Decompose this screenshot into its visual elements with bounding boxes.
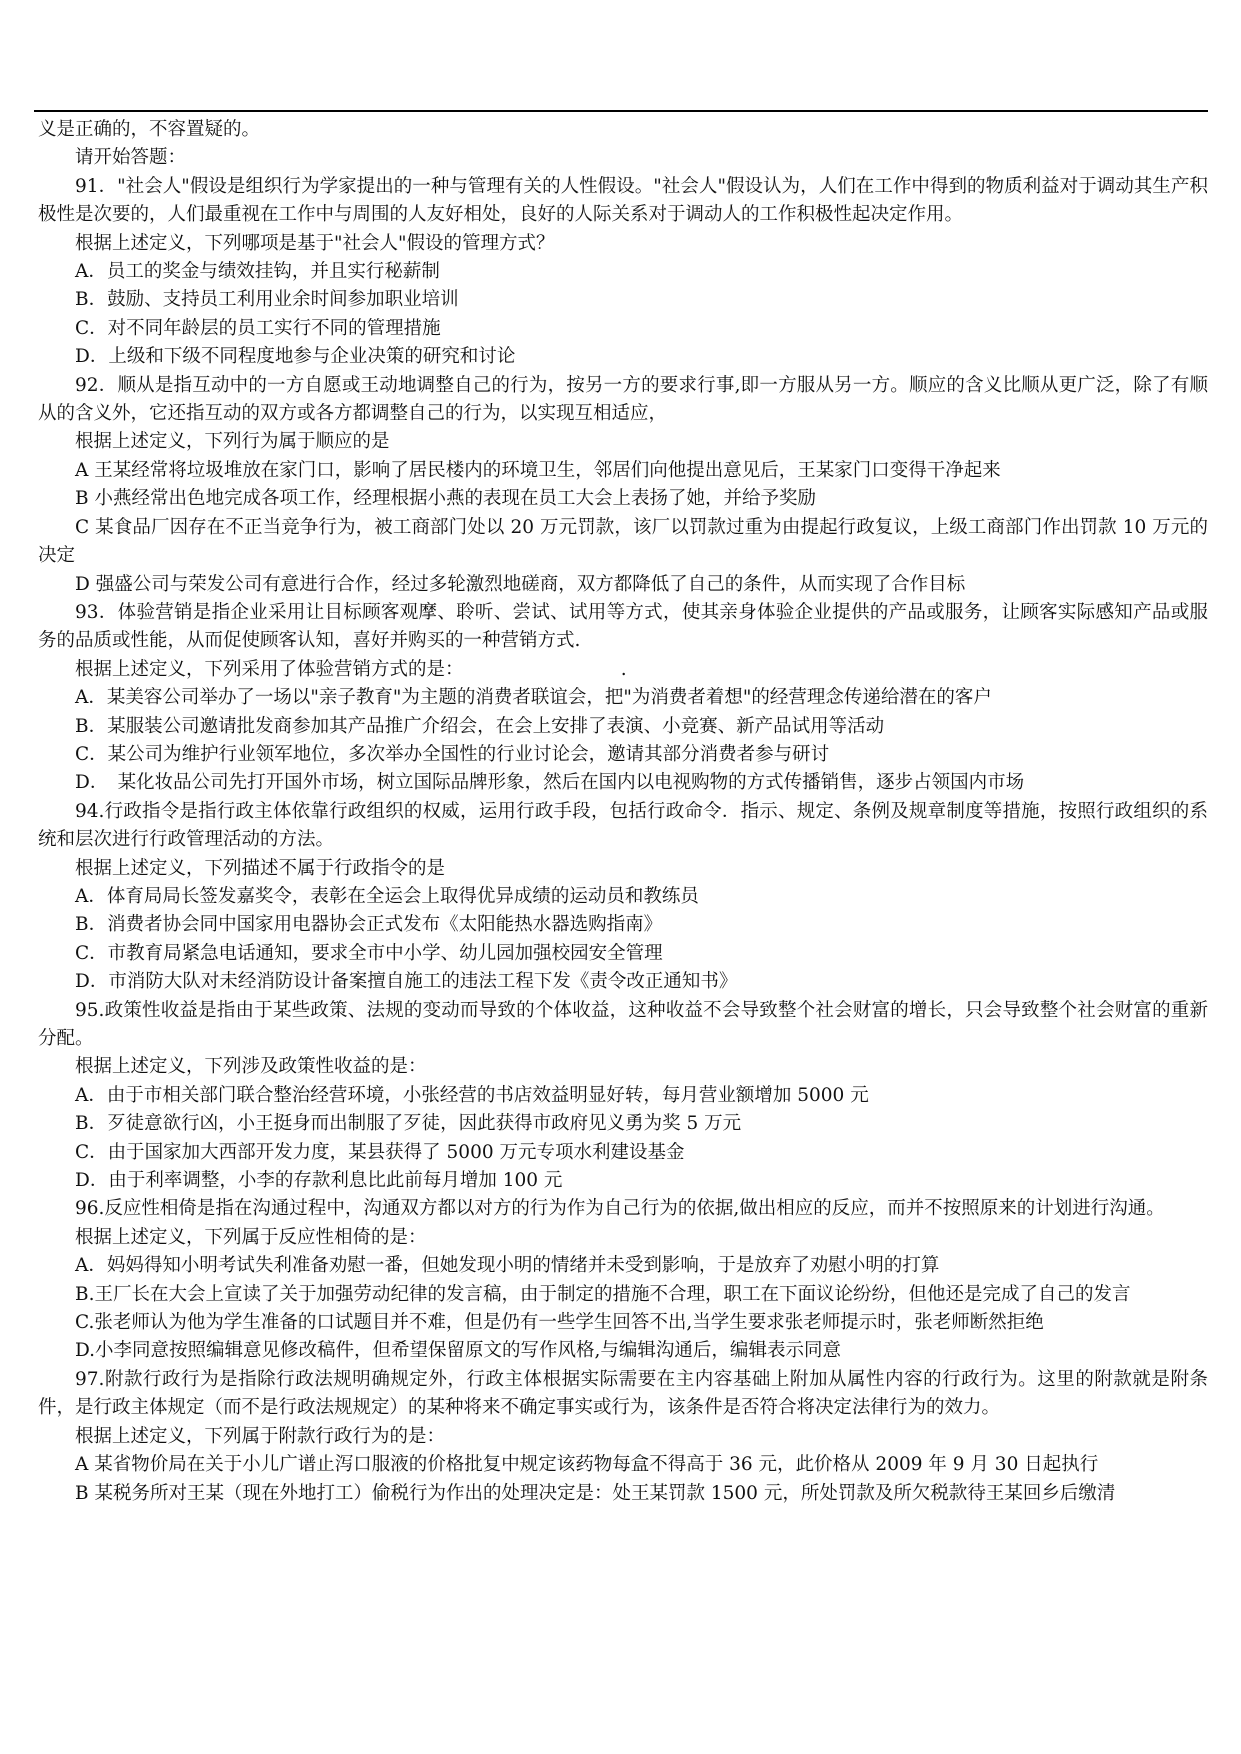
paragraph: C 某食品厂因存在不正当竞争行为，被工商部门处以 20 万元罚款，该厂以罚款过重为由提起行政复议，上级工商部门作出罚款 10 万元的决定 bbox=[38, 516, 1208, 567]
paragraph: A．由于市相关部门联合整治经营环境，小张经营的书店效益明显好转，每月营业额增加 5000 元 bbox=[75, 1084, 869, 1106]
paragraph: 根据上述定义，下列采用了体验营销方式的是： . bbox=[75, 658, 627, 680]
paragraph: C．由于国家加大西部开发力度，某县获得了 5000 万元专项水利建设基金 bbox=[75, 1141, 685, 1163]
paragraph: 根据上述定义，下列属于反应性相倚的是： bbox=[75, 1226, 427, 1248]
paragraph: B．某服装公司邀请批发商参加其产品推广介绍会，在会上安排了表演、小竞赛、新产品试用等活动 bbox=[75, 715, 885, 737]
paragraph: 92．顺从是指互动中的一方自愿或王动地调整自己的行为，按另一方的要求行事,即一方服从另一方。顺应的含义比顺从更广泛，除了有顺从的含义外，它还指互动的双方或各方都调整自己的行为，以实现互相适应， bbox=[38, 374, 1208, 425]
paragraph: A．体育局局长签发嘉奖令，表彰在全运会上取得优异成绩的运动员和教练员 bbox=[75, 885, 699, 907]
paragraph: A 某省物价局在关于小儿广谱止泻口服液的价格批复中规定该药物每盒不得高于 36 元，此价格从 2009 年 9 月 30 日起执行 bbox=[75, 1454, 1099, 1476]
paragraph: D． 某化妆品公司先打开国外市场，树立国际品牌形象，然后在国内以电视购物的方式传播销售，逐步占领国内市场 bbox=[75, 772, 1025, 794]
document-body bbox=[38, 116, 1208, 1508]
paragraph: B．歹徒意欲行凶，小王挺身而出制服了歹徒，因此获得市政府见义勇为奖 5 万元 bbox=[75, 1113, 742, 1135]
paragraph: 根据上述定义，下列行为属于顺应的是 bbox=[75, 431, 390, 453]
paragraph: A．妈妈得知小明考试失利准备劝慰一番，但她发现小明的情绪并未受到影响，于是放弃了劝慰小明的打算 bbox=[75, 1255, 940, 1277]
paragraph: 96.反应性相倚是指在沟通过程中，沟通双方都以对方的行为作为自己行为的依据,做出相应的反应，而并不按照原来的计划进行沟通。 bbox=[75, 1198, 1165, 1220]
paragraph: 请开始答题： bbox=[75, 147, 187, 169]
paragraph: C．某公司为维护行业领军地位，多次举办全国性的行业讨论会，邀请其部分消费者参与研讨 bbox=[75, 743, 830, 765]
paragraph: A．员工的奖金与绩效挂钩，并且实行秘薪制 bbox=[75, 261, 440, 283]
paragraph: C．市教育局紧急电话通知，要求全市中小学、幼儿园加强校园安全管理 bbox=[75, 942, 663, 964]
paragraph: 97.附款行政行为是指除行政法规明确规定外，行政主体根据实际需要在主内容基础上附加从属性内容的行政行为。这里的附款就是附条件，是行政主体规定（而不是行政法规规定）的某种将来不确定事实或行为，该条件是否符合将决定法律行为的效力。 bbox=[38, 1368, 1208, 1419]
paragraph: B.王厂长在大会上宣读了关于加强劳动纪律的发言稿，由于制定的措施不合理，职工在下面议论纷纷，但他还是完成了自己的发言 bbox=[75, 1283, 1131, 1305]
paragraph: 94.行政指令是指行政主体依靠行政组织的权威，运用行政手段，包括行政命令．指示、规定、条例及规章制度等措施，按照行政组织的系统和层次进行行政管理活动的方法。 bbox=[38, 800, 1208, 851]
paragraph: 根据上述定义，下列描述不属于行政指令的是 bbox=[75, 857, 446, 879]
paragraph: B 某税务所对王某（现在外地打工）偷税行为作出的处理决定是：处王某罚款 1500 元，所处罚款及所欠税款待王某回乡后缴清 bbox=[75, 1482, 1116, 1504]
paragraph: D．由于利率调整，小李的存款利息比此前每月增加 100 元 bbox=[75, 1170, 563, 1192]
paragraph: B 小燕经常出色地完成各项工作，经理根据小燕的表现在员工大会上表扬了她，并给予奖励 bbox=[75, 488, 816, 510]
paragraph: 根据上述定义，下列哪项是基于"社会人"假设的管理方式？ bbox=[75, 232, 555, 254]
paragraph: 91．"社会人"假设是组织行为学家提出的一种与管理有关的人性假设。"社会人"假设认为，人们在工作中得到的物质利益对于调动其生产积极性是次要的，人们最重视在工作中与周围的人友好相处，良好的人际关系对于调动人的工作积极性起决定作用。 bbox=[38, 175, 1208, 226]
paragraph: D 强盛公司与荣发公司有意进行合作，经过多轮激烈地磋商，双方都降低了自己的条件，从而实现了合作目标 bbox=[75, 573, 966, 595]
paragraph: A 王某经常将垃圾堆放在家门口，影响了居民楼内的环境卫生，邻居们向他提出意见后，王某家门口变得干净起来 bbox=[75, 459, 1001, 481]
paragraph: C．对不同年龄层的员工实行不同的管理措施 bbox=[75, 317, 441, 339]
paragraph: A．某美容公司举办了一场以"亲子教育"为主题的消费者联谊会，把"为消费者着想"的经营理念传递给潜在的客户 bbox=[75, 687, 992, 709]
header-rule bbox=[34, 110, 1208, 112]
paragraph: 根据上述定义，下列涉及政策性收益的是： bbox=[75, 1056, 427, 1078]
paragraph: 95.政策性收益是指由于某些政策、法规的变动而导致的个体收益，这种收益不会导致整个社会财富的增长，只会导致整个社会财富的重新分配。 bbox=[38, 999, 1208, 1049]
continuation-line: 义是正确的，不容置疑的。 bbox=[38, 119, 261, 140]
paragraph: D.小李同意按照编辑意见修改稿件，但希望保留原文的写作风格,与编辑沟通后，编辑表示同意 bbox=[75, 1340, 841, 1362]
paragraph: D．市消防大队对未经消防设计备案擅自施工的违法工程下发《责令改正通知书》 bbox=[75, 971, 738, 993]
paragraph: B．消费者协会同中国家用电器协会正式发布《太阳能热水器选购指南》 bbox=[75, 914, 663, 936]
paragraph: 根据上述定义，下列属于附款行政行为的是： bbox=[75, 1425, 446, 1447]
paragraph: D．上级和下级不同程度地参与企业决策的研究和讨论 bbox=[75, 346, 516, 368]
paragraph: C.张老师认为他为学生准备的口试题目并不难，但是仍有一些学生回答不出,当学生要求张老师提示时，张老师断然拒绝 bbox=[75, 1312, 1044, 1334]
paragraph: 93．体验营销是指企业采用让目标顾客观摩、聆听、尝试、试用等方式，使其亲身体验企业提供的产品或服务，让顾客实际感知产品或服务的品质或性能，从而促使顾客认知，喜好并购买的一种营销方式. bbox=[38, 601, 1208, 652]
paragraph: B．鼓励、支持员工利用业余时间参加职业培训 bbox=[75, 289, 459, 311]
